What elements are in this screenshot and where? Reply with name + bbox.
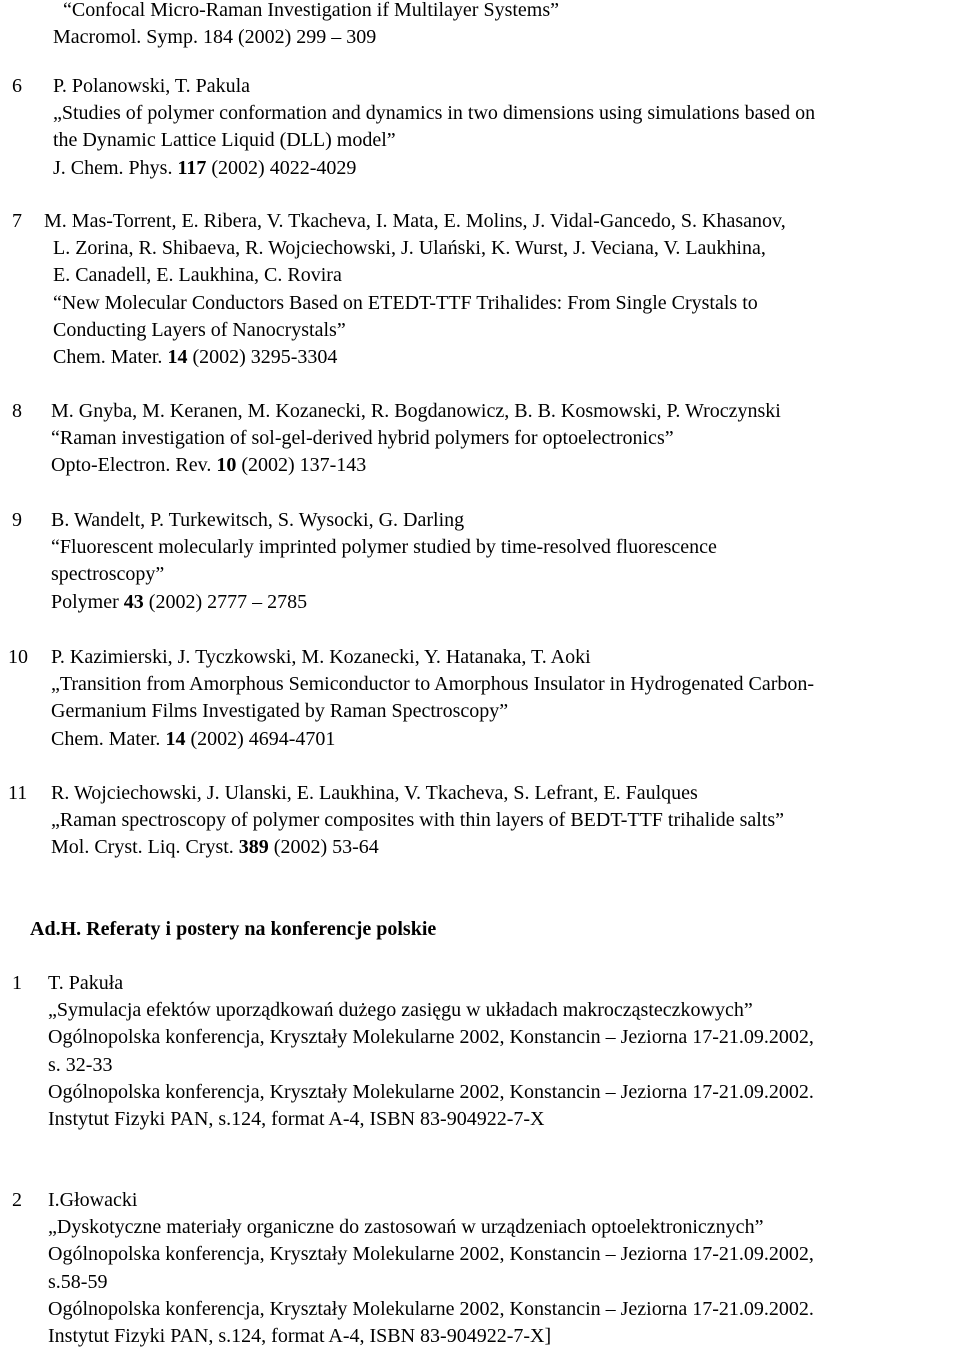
reference-volume: 14 bbox=[167, 346, 188, 369]
reference-title-line: „Studies of polymer conformation and dynamics in two dimensions using simulations based on bbox=[53, 102, 816, 125]
reference-authors: E. Canadell, E. Laukhina, C. Rovira bbox=[53, 264, 342, 287]
reference-citation bbox=[53, 344, 786, 371]
reference-authors: B. Wandelt, P. Turkewitsch, S. Wysocki, G. Darling bbox=[51, 509, 465, 531]
reference-title-line: „Raman spectroscopy of polymer composites with thin layers of BEDT-TTF trihalide salts” bbox=[51, 809, 784, 832]
reference-entry bbox=[0, 208, 786, 371]
reference-citation bbox=[51, 834, 784, 861]
reference-number: 9 bbox=[12, 509, 22, 531]
reference-title-line: “Fluorescent molecularly imprinted polymer studied by time-resolved fluorescence bbox=[51, 536, 717, 559]
conference-details: Ogólnopolska konferencja, Kryształy Molekularne 2002, Konstancin – Jeziorna 17-21.09.2002, bbox=[48, 1243, 814, 1266]
reference-title-line: “Raman investigation of sol-gel-derived hybrid polymers for optoelectronics” bbox=[51, 427, 674, 450]
conference-author: T. Pakuła bbox=[48, 972, 124, 994]
conference-publisher: Instytut Fizyki PAN, s.124, format A-4, ISBN 83-904922-7-X] bbox=[48, 1325, 552, 1348]
conference-title: „Dyskotyczne materiały organiczne do zastosowań w urządzeniach optoelektronicznych” bbox=[48, 1216, 764, 1239]
reference-volume: 10 bbox=[216, 454, 237, 477]
reference-volume: 14 bbox=[165, 727, 186, 750]
reference-journal: J. Chem. Phys. bbox=[53, 156, 173, 179]
conference-entry-number: 2 bbox=[12, 1189, 22, 1211]
conference-details: Ogólnopolska konferencja, Kryształy Molekularne 2002, Konstancin – Jeziorna 17-21.09.2002. bbox=[48, 1080, 814, 1103]
reference-authors: L. Zorina, R. Shibaeva, R. Wojciechowski, J. Ulański, K. Wurst, J. Veciana, V. Laukhina, bbox=[53, 237, 766, 260]
reference-entry bbox=[0, 780, 784, 862]
reference-citation bbox=[51, 589, 717, 616]
reference-pages: (2002) 4694-4701 bbox=[190, 727, 336, 750]
reference-citation bbox=[51, 452, 781, 479]
reference-journal: Chem. Mater. bbox=[53, 346, 163, 369]
reference-citation bbox=[53, 155, 815, 182]
conference-author: I.Głowacki bbox=[48, 1189, 138, 1211]
reference-authors: P. Polanowski, T. Pakula bbox=[53, 75, 251, 97]
reference-number: 11 bbox=[8, 782, 28, 804]
reference-title-line: “New Molecular Conductors Based on ETEDT-TTF Trihalides: From Single Crystals to bbox=[53, 291, 758, 314]
reference-entry bbox=[0, 507, 717, 616]
reference-number: 7 bbox=[12, 210, 22, 232]
reference-pages: (2002) 3295-3304 bbox=[192, 346, 338, 369]
reference-title-line: „Transition from Amorphous Semiconductor to Amorphous Insulator in Hydrogenated Carbon- bbox=[51, 673, 815, 696]
reference-authors: M. Mas-Torrent, E. Ribera, V. Tkacheva, I. Mata, E. Molins, J. Vidal-Gancedo, S. Khasanov, bbox=[44, 210, 786, 232]
conference-entry bbox=[0, 970, 814, 1133]
reference-entry bbox=[0, 398, 781, 480]
conference-entry-number: 1 bbox=[12, 972, 22, 994]
reference-title-line: spectroscopy” bbox=[51, 563, 165, 586]
reference-entry bbox=[0, 73, 815, 182]
reference-journal: Chem. Mater. bbox=[51, 727, 161, 750]
conference-pages: s.58-59 bbox=[48, 1270, 108, 1293]
section-heading: Ad.H. Referaty i postery na konferencje polskie bbox=[30, 918, 437, 940]
reference-pages: (2002) 4022-4029 bbox=[211, 156, 357, 179]
reference-pages: (2002) 53-64 bbox=[273, 836, 379, 859]
reference-authors: R. Wojciechowski, J. Ulanski, E. Laukhina, V. Tkacheva, S. Lefrant, E. Faulques bbox=[51, 782, 698, 804]
reference-journal: Mol. Cryst. Liq. Cryst. bbox=[51, 836, 234, 859]
conference-publisher: Instytut Fizyki PAN, s.124, format A-4, ISBN 83-904922-7-X bbox=[48, 1108, 545, 1131]
conference-title: „Symulacja efektów uporządkowań dużego zasięgu w układach makrocząsteczkowych” bbox=[48, 999, 753, 1022]
reference-number: 10 bbox=[8, 646, 28, 668]
reference-journal-line: Macromol. Symp. 184 (2002) 299 – 309 bbox=[53, 26, 377, 49]
reference-authors: P. Kazimierski, J. Tyczkowski, M. Kozanecki, Y. Hatanaka, T. Aoki bbox=[51, 646, 591, 668]
conference-details: Ogólnopolska konferencja, Kryształy Molekularne 2002, Konstancin – Jeziorna 17-21.09.2002. bbox=[48, 1297, 814, 1320]
conference-details: Ogólnopolska konferencja, Kryształy Molekularne 2002, Konstancin – Jeziorna 17-21.09.2002, bbox=[48, 1026, 814, 1049]
conference-entry bbox=[0, 1187, 814, 1350]
reference-journal: Polymer bbox=[51, 590, 119, 613]
reference-pages: (2002) 137-143 bbox=[241, 454, 367, 477]
reference-title-line: Germanium Films Investigated by Raman Spectroscopy” bbox=[51, 700, 509, 723]
reference-authors: M. Gnyba, M. Keranen, M. Kozanecki, R. Bogdanowicz, B. B. Kosmowski, P. Wroczynski bbox=[51, 400, 781, 422]
reference-number: 6 bbox=[12, 75, 22, 97]
reference-volume: 117 bbox=[177, 156, 207, 179]
reference-entry bbox=[0, 644, 814, 753]
reference-citation bbox=[51, 726, 814, 753]
reference-title-line: Conducting Layers of Nanocrystals” bbox=[53, 318, 346, 341]
reference-number: 8 bbox=[12, 400, 22, 422]
reference-volume: 43 bbox=[123, 590, 144, 613]
reference-pages: (2002) 2777 – 2785 bbox=[148, 590, 308, 613]
reference-title-line: the Dynamic Lattice Liquid (DLL) model” bbox=[53, 129, 396, 152]
conference-pages: s. 32-33 bbox=[48, 1053, 113, 1076]
reference-volume: 389 bbox=[238, 836, 269, 859]
reference-journal: Opto-Electron. Rev. bbox=[51, 454, 212, 477]
reference-title-line: “Confocal Micro-Raman Investigation if Multilayer Systems” bbox=[63, 0, 559, 21]
reference-entry bbox=[0, 0, 559, 51]
